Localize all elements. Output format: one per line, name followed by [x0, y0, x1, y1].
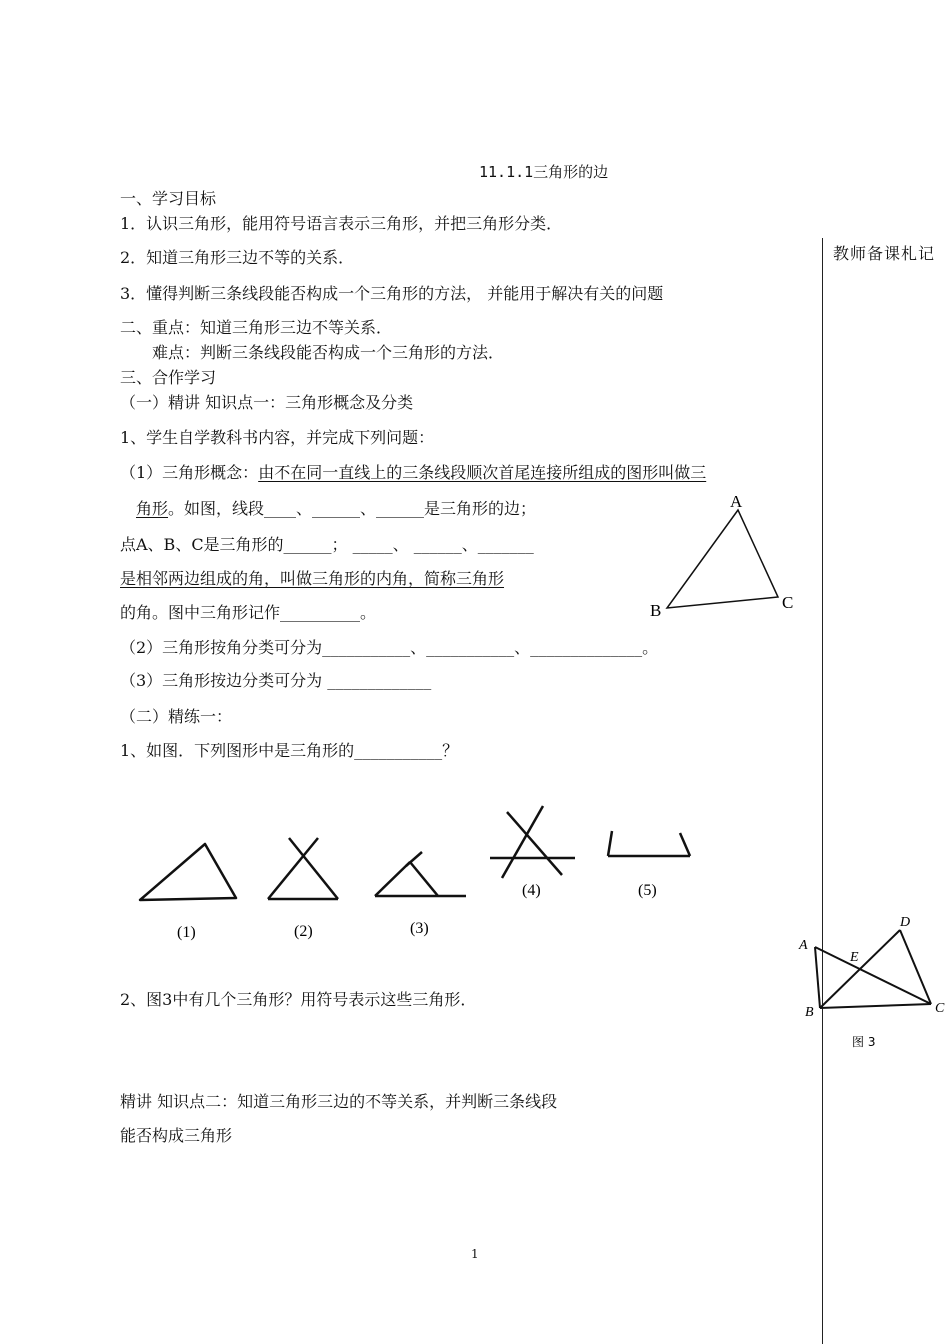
question-1: 1、如图．下列图形中是三角形的___________？: [120, 741, 459, 760]
figure-5: [608, 831, 690, 856]
key-point: 二、重点：知道三角形三边不等关系．: [120, 318, 393, 337]
triangle-abc-figure: [640, 485, 810, 625]
fig3-label-b: B: [805, 1005, 814, 1020]
fig3-label-d: D: [900, 915, 911, 930]
lecture-2-line-1: 精讲 知识点二：知道三角形三边的不等关系，并判断三条线段: [120, 1092, 558, 1111]
teacher-notes-label: 教师备课札记: [833, 244, 936, 263]
caption-1: (1): [177, 924, 196, 941]
page-title: 11.1.1三角形的边: [479, 163, 609, 181]
question-2: 2、图3中有几个三角形？用符号表示这些三角形．: [120, 990, 477, 1009]
classify-by-side: （3）三角形按边分类可分为 _____________: [120, 671, 432, 690]
label-a: A: [730, 492, 743, 511]
figure-3: [375, 852, 466, 896]
figure-3-diagram: [795, 905, 950, 1050]
figure-2: [268, 838, 338, 899]
caption-4: (4): [522, 882, 541, 899]
fig3-caption: 图 3: [852, 1035, 876, 1049]
concept-definition: 由不在同一直线上的三条线段顺次首尾连接所组成的图形叫做三: [258, 463, 707, 482]
label-c: C: [782, 593, 794, 612]
concept-definition-end: 角形: [136, 499, 169, 518]
label-b: B: [650, 601, 662, 620]
lecture-1-heading: （一）精讲 知识点一：三角形概念及分类: [120, 393, 414, 412]
sides-line: [136, 499, 536, 519]
section-3-heading: 三、合作学习: [120, 368, 217, 387]
goal-1: 1．认识三角形，能用符号语言表示三角形，并把三角形分类．: [120, 214, 563, 233]
caption-2: (2): [294, 923, 313, 940]
classify-by-angle: （2）三角形按角分类可分为___________、___________、______________。: [120, 638, 659, 657]
triangle-abc: [667, 510, 778, 608]
vertices-line: 点A、B、C是三角形的______； _____、 ______、_______: [120, 535, 534, 554]
interior-angle-line: 是相邻两边组成的角，叫做三角形的内角，简称三角形: [120, 569, 505, 588]
section-1-heading: 一、学习目标: [120, 189, 217, 208]
notation-line: 的角。图中三角形记作__________。: [120, 603, 377, 622]
vertical-rule: [822, 238, 823, 1344]
caption-5: (5): [638, 882, 657, 899]
task-1: 1、学生自学教科书内容，并完成下列问题：: [120, 428, 435, 447]
goal-2: 2．知道三角形三边不等的关系．: [120, 248, 355, 267]
concept-prefix: （1）三角形概念：: [120, 463, 259, 482]
sides-question: 。如图，线段____、______、______是三角形的边；: [168, 499, 537, 518]
difficulty: 难点：判断三条线段能否构成一个三角形的方法．: [152, 343, 505, 362]
figure-1-triangle: [140, 844, 236, 900]
caption-3: (3): [410, 920, 429, 937]
figure-4: [490, 806, 575, 878]
fig3-label-a: A: [799, 938, 808, 953]
lecture-2-line-2: 能否构成三角形: [120, 1126, 233, 1145]
practice-1-heading: （二）精练一：: [120, 707, 233, 726]
goal-3: 3．懂得判断三条线段能否构成一个三角形的方法， 并能用于解决有关的问题: [120, 284, 664, 303]
concept-line: [120, 463, 706, 483]
fig3-label-c: C: [935, 1001, 945, 1016]
fig3-label-e: E: [850, 950, 859, 965]
five-figures: [130, 800, 700, 950]
page-number: 1: [471, 1247, 479, 1261]
